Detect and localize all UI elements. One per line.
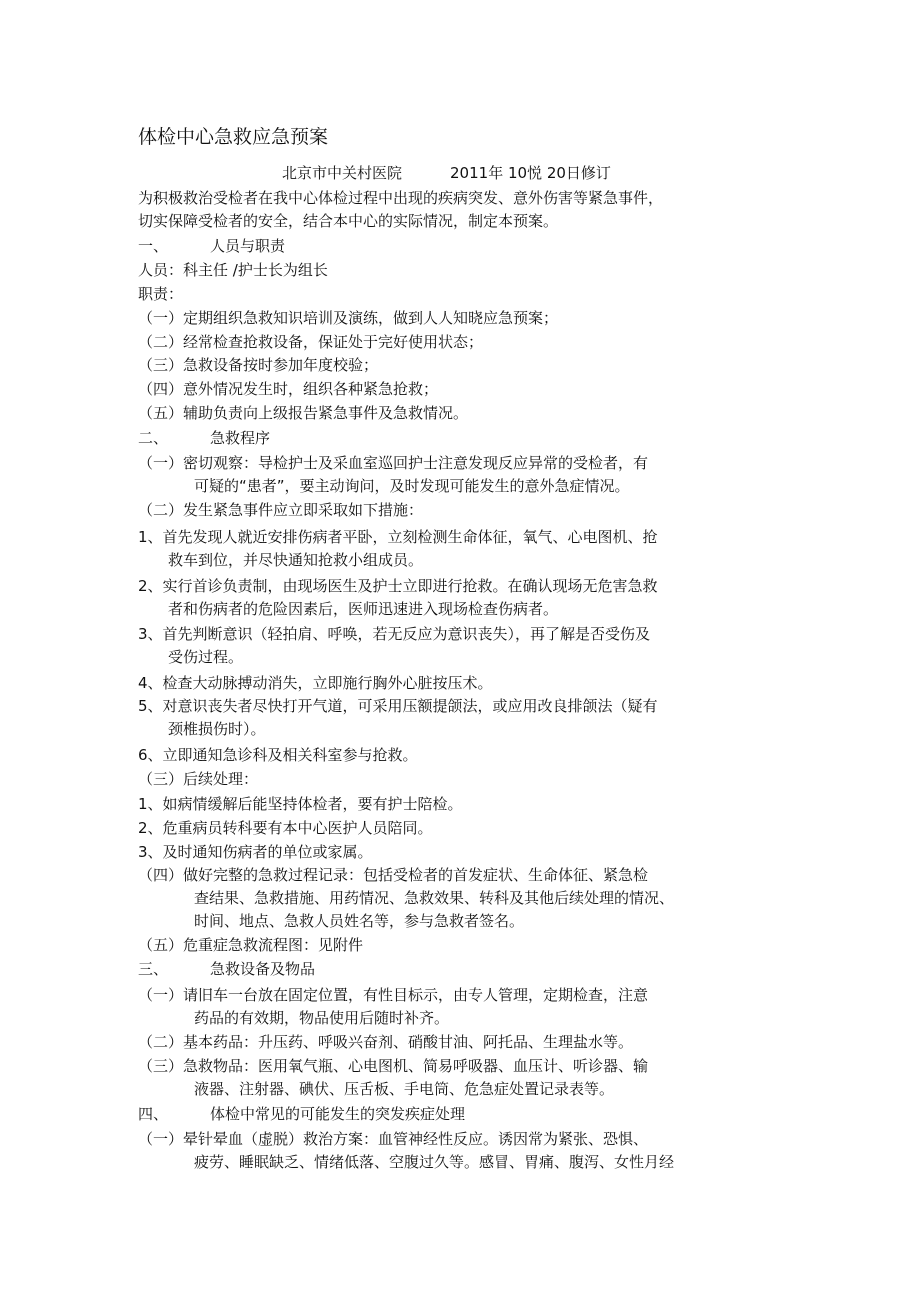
- list-item: （二）经常检查抢救设备，保证处于完好使用状态；: [138, 333, 484, 351]
- list-item-continuation: 受伤过程。: [168, 648, 244, 666]
- document-title: 体检中心急救应急预案: [138, 126, 329, 148]
- list-item-continuation: 查结果、急救措施、用药情况、急救效果、转科及其他后续处理的情况、: [194, 889, 675, 907]
- list-item: （二）基本药品：升压药、呼吸兴奋剂、硝酸甘油、阿托品、生理盐水等。: [138, 1033, 634, 1051]
- section-number: 四、: [138, 1105, 169, 1123]
- section-title: 体检中常见的可能发生的突发疾症处理: [210, 1105, 466, 1123]
- section-title: 人员与职责: [210, 237, 286, 255]
- list-item: （三）急救物品：医用氧气瓶、心电图机、简易呼吸器、血压计、听诊器、输: [138, 1057, 649, 1075]
- section-heading: [138, 959, 315, 979]
- list-item: （一）密切观察：导检护士及采血室巡回护士注意发现反应异常的受检者，有: [138, 454, 649, 472]
- section-number: 一、: [138, 237, 169, 255]
- list-item-continuation: 时间、地点、急救人员姓名等，参与急救者签名。: [194, 912, 525, 930]
- list-item-continuation: 者和伤病者的危险因素后，医师迅速进入现场检查伤病者。: [168, 600, 559, 618]
- list-item: （二）发生紧急事件应立即采取如下措施：: [138, 501, 424, 519]
- list-item: 1、如病情缓解后能坚持体检者，要有护士陪检。: [138, 795, 463, 813]
- list-item-continuation: 可疑的“患者”，要主动询问，及时发现可能发生的意外急症情况。: [194, 477, 630, 495]
- section-number: 三、: [138, 960, 169, 978]
- section-title: 急救程序: [210, 429, 271, 447]
- section-number: 二、: [138, 429, 169, 447]
- section-heading: [138, 236, 285, 256]
- list-item: 3、及时通知伤病者的单位或家属。: [138, 843, 373, 861]
- list-item: 5、对意识丧失者尽快打开气道，可采用压额提颌法，或应用改良排颌法（疑有: [138, 697, 658, 715]
- document-subtitle: [282, 162, 611, 183]
- list-item: 4、检查大动脉搏动消失，立即施行胸外心脏按压术。: [138, 674, 493, 692]
- list-item: （三）后续处理：: [138, 770, 259, 788]
- list-item: （三）急救设备按时参加年度校验；: [138, 356, 379, 374]
- list-item: （五）危重症急救流程图：见附件: [138, 936, 364, 954]
- section-title: 急救设备及物品: [210, 960, 316, 978]
- paragraph-line: 人员：科主任 /护士长为组长: [138, 261, 328, 279]
- intro-line: 为积极救治受检者在我中心体检过程中出现的疾病突发、意外伤害等紧急事件，: [138, 189, 664, 207]
- list-item: （四）做好完整的急救过程记录：包括受检者的首发症状、生命体征、紧急检: [138, 866, 649, 884]
- revision-date: 2011年 10悦 20日修订: [450, 164, 611, 182]
- section-heading: [138, 428, 270, 448]
- list-item-continuation: 液器、注射器、碘伏、压舌板、手电筒、危急症处置记录表等。: [194, 1080, 615, 1098]
- list-item-continuation: 颈椎损伤时）。: [168, 720, 266, 738]
- list-item-continuation: 药品的有效期，物品使用后随时补齐。: [194, 1009, 450, 1027]
- list-item: 1、首先发现人就近安排伤病者平卧，立刻检测生命体征，氧气、心电图机、抢: [138, 528, 658, 546]
- list-item: （一）定期组织急救知识培训及演练，做到人人知晓应急预案；: [138, 309, 559, 327]
- paragraph-line: 职责：: [138, 285, 184, 303]
- list-item: 6、立即通知急诊科及相关科室参与抢救。: [138, 746, 418, 764]
- list-item-continuation: 疲劳、睡眠缺乏、情绪低落、空腹过久等。感冒、胃痛、腹泻、女性月经: [194, 1153, 675, 1171]
- list-item: （四）意外情况发生时，组织各种紧急抢救；: [138, 380, 439, 398]
- list-item: （一）请旧车一台放在固定位置，有性目标示，由专人管理，定期检查，注意: [138, 986, 649, 1004]
- list-item: （一）晕针晕血（虚脱）救治方案：血管神经性反应。诱因常为紧张、恐惧、: [138, 1130, 649, 1148]
- list-item: （五）辅助负责向上级报告紧急事件及急救情况。: [138, 404, 469, 422]
- section-heading: [138, 1104, 465, 1124]
- hospital-name: 北京市中关村医院: [282, 164, 403, 182]
- list-item: 3、首先判断意识（轻拍肩、呼唤，若无反应为意识丧失），再了解是否受伤及: [138, 625, 651, 643]
- list-item: 2、实行首诊负责制，由现场医生及护士立即进行抢救。在确认现场无危害急救: [138, 577, 658, 595]
- intro-line: 切实保障受检者的安全，结合本中心的实际情况，制定本预案。: [138, 212, 559, 230]
- list-item: 2、危重病员转科要有本中心医护人员陪同。: [138, 819, 433, 837]
- list-item-continuation: 救车到位，并尽快通知抢救小组成员。: [168, 551, 424, 569]
